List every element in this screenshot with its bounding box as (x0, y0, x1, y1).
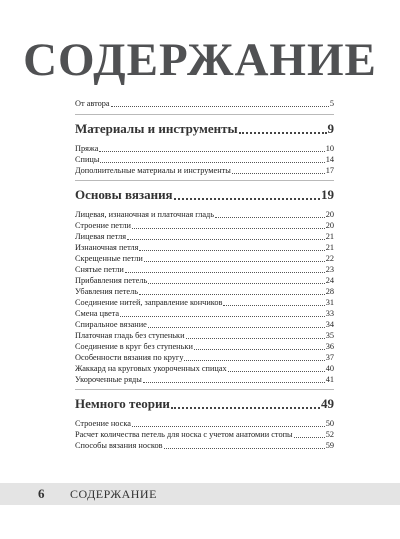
toc-entry-label: Платочная гладь без ступеньки (75, 331, 185, 340)
dot-leader (148, 283, 324, 284)
toc-entry-page: 50 (325, 419, 334, 428)
toc-entry[interactable] (75, 143, 334, 154)
toc-section-heading[interactable] (75, 187, 334, 203)
toc-entry[interactable] (75, 308, 334, 319)
dot-leader (164, 448, 325, 449)
dot-leader (120, 316, 325, 317)
toc-section-heading[interactable] (75, 396, 334, 412)
toc-entry-page: 23 (325, 265, 334, 274)
toc-entry-page: 17 (325, 166, 334, 175)
dot-leader (215, 217, 325, 218)
dot-leader (111, 106, 329, 107)
dot-leader (194, 349, 325, 350)
toc-entry-label: От автора (75, 99, 110, 108)
dot-leader (174, 198, 320, 200)
toc-entry-page: 20 (325, 221, 334, 230)
section-heading-label: Материалы и инструменты (75, 121, 238, 136)
toc-entry-page: 5 (329, 99, 334, 108)
toc-entry[interactable] (75, 220, 334, 231)
toc-entry-label: Соединение в круг без ступеньки (75, 342, 193, 351)
section-divider (75, 389, 334, 390)
toc-entry-label: Лицевая, изнаночная и платочная гладь (75, 210, 215, 219)
toc-entry-page: 36 (325, 342, 334, 351)
toc-entry-label: Особенности вязания по кругу (75, 353, 184, 362)
section-divider (75, 114, 334, 115)
dot-leader (184, 360, 324, 361)
toc-entry-label: Способы вязания носков (75, 441, 163, 450)
dot-leader (100, 162, 324, 163)
toc-entry-label: Лицевая петля (75, 232, 127, 241)
toc-entry-page: 10 (325, 144, 334, 153)
toc-entry-label: Смена цвета (75, 309, 120, 318)
section-heading-page: 9 (327, 121, 334, 136)
section-divider (75, 180, 334, 181)
section-heading-page: 49 (321, 396, 334, 411)
dot-leader (228, 371, 325, 372)
toc-entry-page: 21 (325, 243, 334, 252)
footer-section-name: СОДЕРЖАНИЕ (70, 487, 157, 501)
toc-entry[interactable] (75, 374, 334, 385)
toc-entry-label: Жаккард на круговых укороченных спицах (75, 364, 227, 373)
dot-leader (223, 305, 324, 306)
toc-entry[interactable] (75, 341, 334, 352)
dot-leader (132, 228, 325, 229)
section-heading-label: Основы вязания (75, 187, 173, 202)
toc-entry[interactable] (75, 429, 334, 440)
toc-entry-label: Расчет количества петель для носка с учетом анатомии стопы (75, 430, 293, 439)
toc-entry[interactable] (75, 264, 334, 275)
toc-entry-label: Пряжа (75, 144, 99, 153)
toc-entry[interactable] (75, 275, 334, 286)
toc-entry[interactable] (75, 440, 334, 451)
toc-entry-label: Убавления петель (75, 287, 139, 296)
dot-leader (143, 382, 325, 383)
dot-leader (144, 261, 325, 262)
dot-leader (232, 173, 325, 174)
dot-leader (239, 132, 327, 134)
toc-entry-label: Снятые петли (75, 265, 124, 274)
dot-leader (171, 407, 320, 409)
toc-entry-page: 14 (325, 155, 334, 164)
toc-entry-label: Дополнительные материалы и инструменты (75, 166, 231, 175)
toc-entry-label: Прибавления петель (75, 276, 148, 285)
toc-entry[interactable] (75, 319, 334, 330)
dot-leader (132, 426, 325, 427)
toc-entry[interactable] (75, 363, 334, 374)
toc-entry[interactable] (75, 418, 334, 429)
dot-leader (294, 437, 325, 438)
page-footer (0, 483, 400, 505)
toc-entry-page: 35 (325, 331, 334, 340)
toc-entry[interactable] (75, 286, 334, 297)
toc-entry-label: Скрещенные петли (75, 254, 143, 263)
dot-leader (139, 250, 324, 251)
toc-entry-page: 24 (325, 276, 334, 285)
toc-entry-page: 41 (325, 375, 334, 384)
toc-entry-label: Строение петли (75, 221, 131, 230)
toc-entry-page: 52 (325, 430, 334, 439)
toc-entry-page: 28 (325, 287, 334, 296)
toc-entry[interactable] (75, 209, 334, 220)
toc-entry-page: 22 (325, 254, 334, 263)
toc-entry-page: 31 (325, 298, 334, 307)
toc-entry-label: Строение носка (75, 419, 131, 428)
section-heading-label: Немного теории (75, 396, 170, 411)
dot-leader (186, 338, 325, 339)
dot-leader (125, 272, 325, 273)
toc-entry-page: 21 (325, 232, 334, 241)
toc-entry-page: 33 (325, 309, 334, 318)
toc-section-heading[interactable] (75, 121, 334, 137)
dot-leader (139, 294, 325, 295)
toc-entry-page: 37 (325, 353, 334, 362)
toc-entry[interactable] (75, 165, 334, 176)
toc-entry-label: Изнаночная петля (75, 243, 139, 252)
toc-entry-label: Соединение нитей, заправление кончиков (75, 298, 223, 307)
toc-entry-intro[interactable] (75, 98, 334, 109)
dot-leader (148, 327, 325, 328)
footer-page-number: 6 (38, 486, 45, 501)
toc-entry[interactable] (75, 154, 334, 165)
toc-entry-page: 34 (325, 320, 334, 329)
toc-entry[interactable] (75, 330, 334, 341)
toc-entry-page: 40 (325, 364, 334, 373)
toc-entry-page: 59 (325, 441, 334, 450)
section-heading-page: 19 (321, 187, 334, 202)
toc-entry-label: Укороченные ряды (75, 375, 142, 384)
toc-entry[interactable] (75, 352, 334, 363)
toc-entry[interactable] (75, 231, 334, 242)
dot-leader (99, 151, 324, 152)
toc-entry-label: Спиральное вязание (75, 320, 147, 329)
dot-leader (127, 239, 325, 240)
toc-entry-page: 20 (325, 210, 334, 219)
toc-entry[interactable] (75, 242, 334, 253)
toc-entry[interactable] (75, 297, 334, 308)
toc-entry-label: Спицы (75, 155, 100, 164)
toc-entry[interactable] (75, 253, 334, 264)
page-title: СОДЕРЖАНИЕ (23, 34, 377, 86)
